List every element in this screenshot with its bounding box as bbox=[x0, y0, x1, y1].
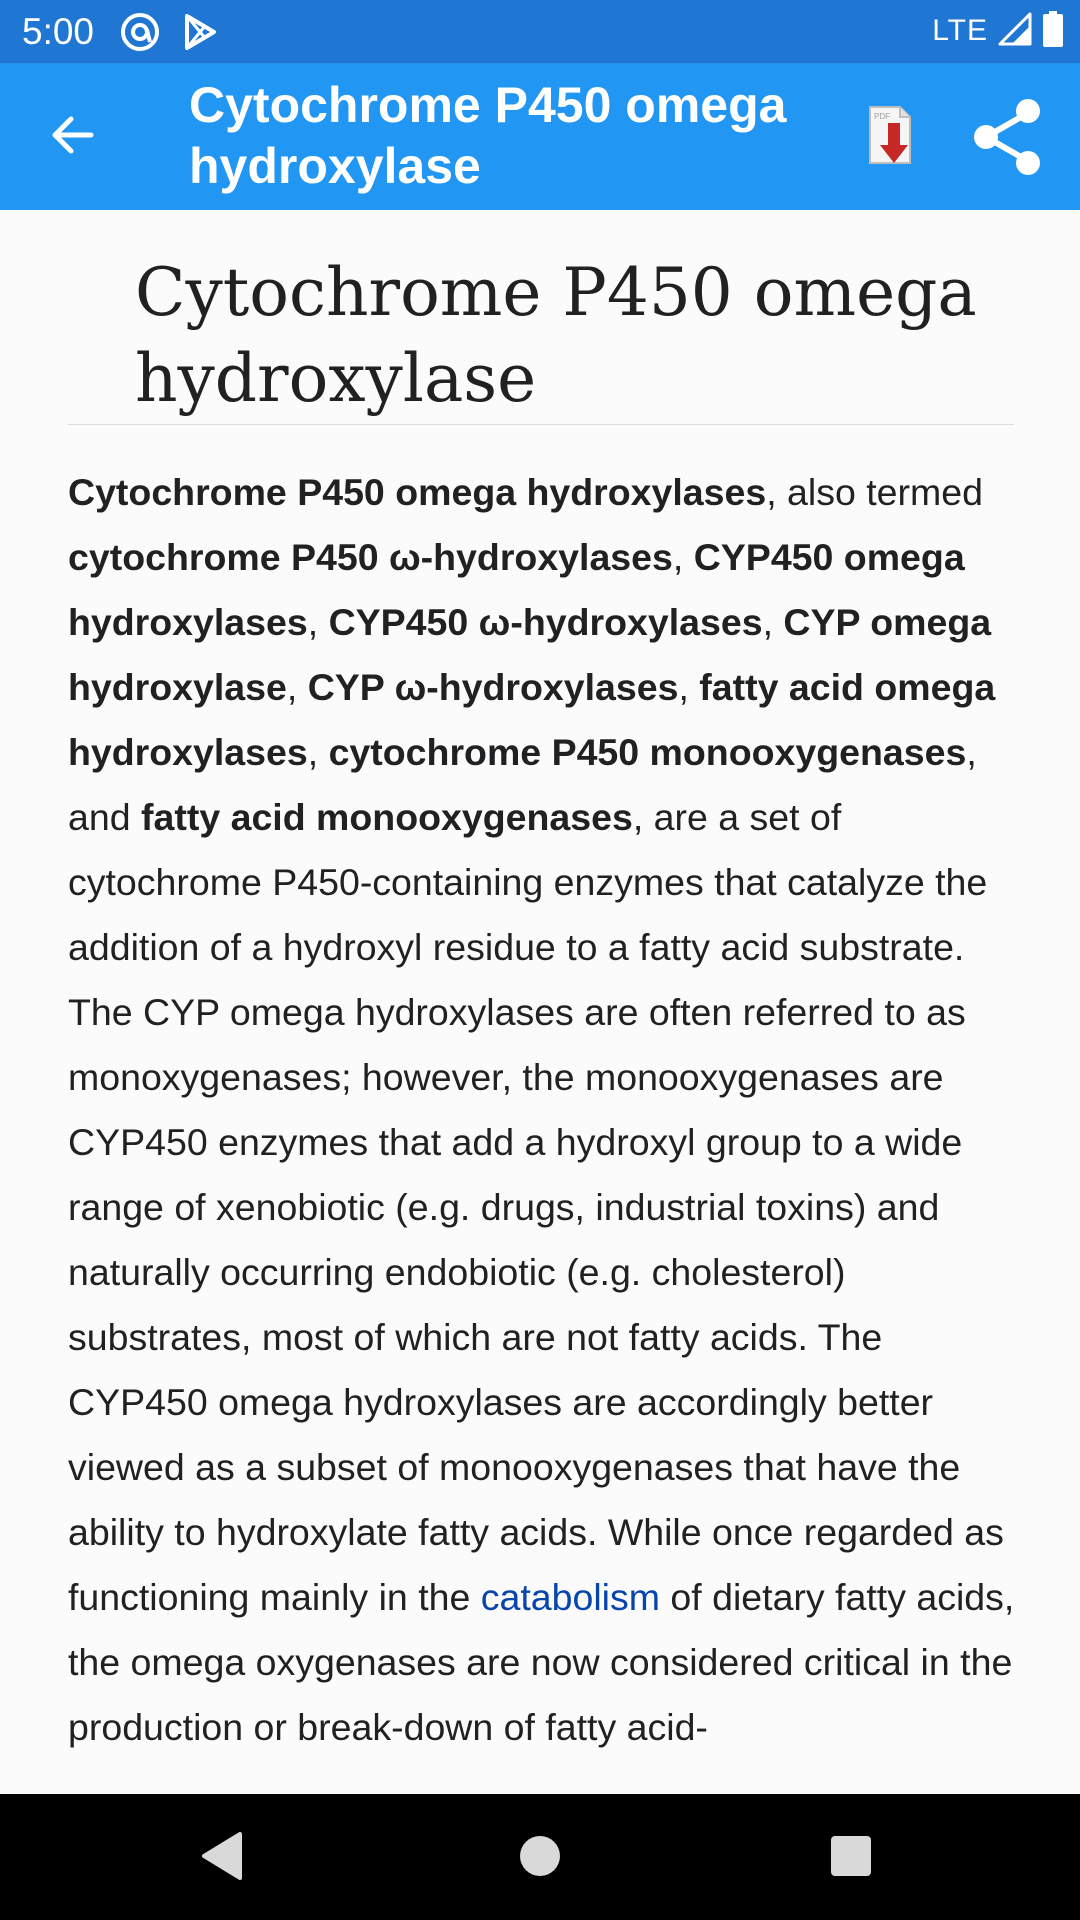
pdf-download-icon bbox=[860, 112, 924, 177]
paragraph-text: , are a set of cytochrome P450-containing enzymes that catalyze the addition of a hydroxyl residue to a fatty acid substrate. The CYP omega hydroxylases are often referred to as monoxygenases; however, the monooxygenases are CYP450 enzymes that add a hydroxyl group to a wide range of xenobiotic (e.g. drugs, industrial toxins) and naturally occurring endobiotic (e.g. cholesterol) substrates, most of which are not fatty acids. The CYP450 omega hydroxylases are accordingly better viewed as a subset of monooxygenases that have the ability to hydroxylate fatty acids. While once regarded as functioning mainly in the bbox=[68, 796, 1004, 1618]
bold-term: CYP ω-hydroxylases bbox=[307, 666, 679, 708]
at-sign-icon bbox=[118, 10, 162, 54]
nav-back-triangle-icon bbox=[200, 1869, 248, 1886]
status-time: 5:00 bbox=[22, 11, 95, 52]
heading-divider bbox=[68, 424, 1014, 425]
share-icon bbox=[968, 166, 1048, 183]
bold-term: fatty acid monooxygenases bbox=[141, 796, 633, 838]
pdf-download-button[interactable] bbox=[860, 103, 924, 173]
bold-term: fatty acid omega hydroxylases bbox=[68, 666, 996, 773]
bold-term: CYP450 ω-hydroxylases bbox=[328, 601, 763, 643]
bold-term: cytochrome P450 monooxygenases bbox=[328, 731, 967, 773]
article-paragraph bbox=[68, 460, 1018, 1760]
article-content[interactable] bbox=[0, 210, 1080, 1794]
system-nav-bar bbox=[0, 1794, 1080, 1920]
nav-home-button[interactable] bbox=[520, 1836, 560, 1876]
paragraph-text: , bbox=[307, 731, 329, 773]
network-type-label: LTE bbox=[932, 14, 988, 47]
app-bar-title: Cytochrome P450 omega hydroxylase bbox=[189, 77, 787, 194]
paragraph-text: , bbox=[672, 536, 694, 578]
bold-term: cytochrome P450 ω-hydroxylases bbox=[68, 536, 673, 578]
paragraph-text: , bbox=[307, 601, 329, 643]
nav-back-button[interactable] bbox=[200, 1830, 248, 1882]
paragraph-text: , and bbox=[68, 731, 977, 838]
paragraph-text: , bbox=[286, 666, 308, 708]
play-store-icon bbox=[178, 10, 222, 54]
back-button[interactable] bbox=[30, 101, 116, 173]
status-right-group bbox=[932, 8, 1064, 54]
bold-term: Cytochrome P450 omega hydroxylases bbox=[68, 471, 767, 513]
signal-icon bbox=[998, 12, 1032, 51]
paragraph-text: , bbox=[678, 666, 700, 708]
paragraph-text: , bbox=[762, 601, 784, 643]
arrow-left-icon bbox=[49, 111, 97, 164]
share-button[interactable] bbox=[968, 95, 1048, 179]
app-bar bbox=[0, 63, 1080, 210]
battery-icon bbox=[1042, 11, 1064, 52]
pdf-icon-text: PDF bbox=[874, 112, 890, 121]
article-heading: Cytochrome P450 omega hydroxylase bbox=[135, 254, 977, 417]
catabolism-link[interactable]: catabolism bbox=[480, 1576, 660, 1618]
status-bar bbox=[0, 0, 1080, 63]
paragraph-text: , also termed bbox=[766, 471, 983, 513]
nav-recents-button[interactable] bbox=[831, 1836, 871, 1876]
paragraph-text: of dietary fatty acids, the omega oxygenases are now considered critical in the production or break-down of fatty acid- bbox=[68, 1576, 1015, 1748]
bold-term: CYP omega hydroxylase bbox=[68, 601, 992, 708]
bold-term: CYP450 omega hydroxylases bbox=[68, 536, 965, 643]
